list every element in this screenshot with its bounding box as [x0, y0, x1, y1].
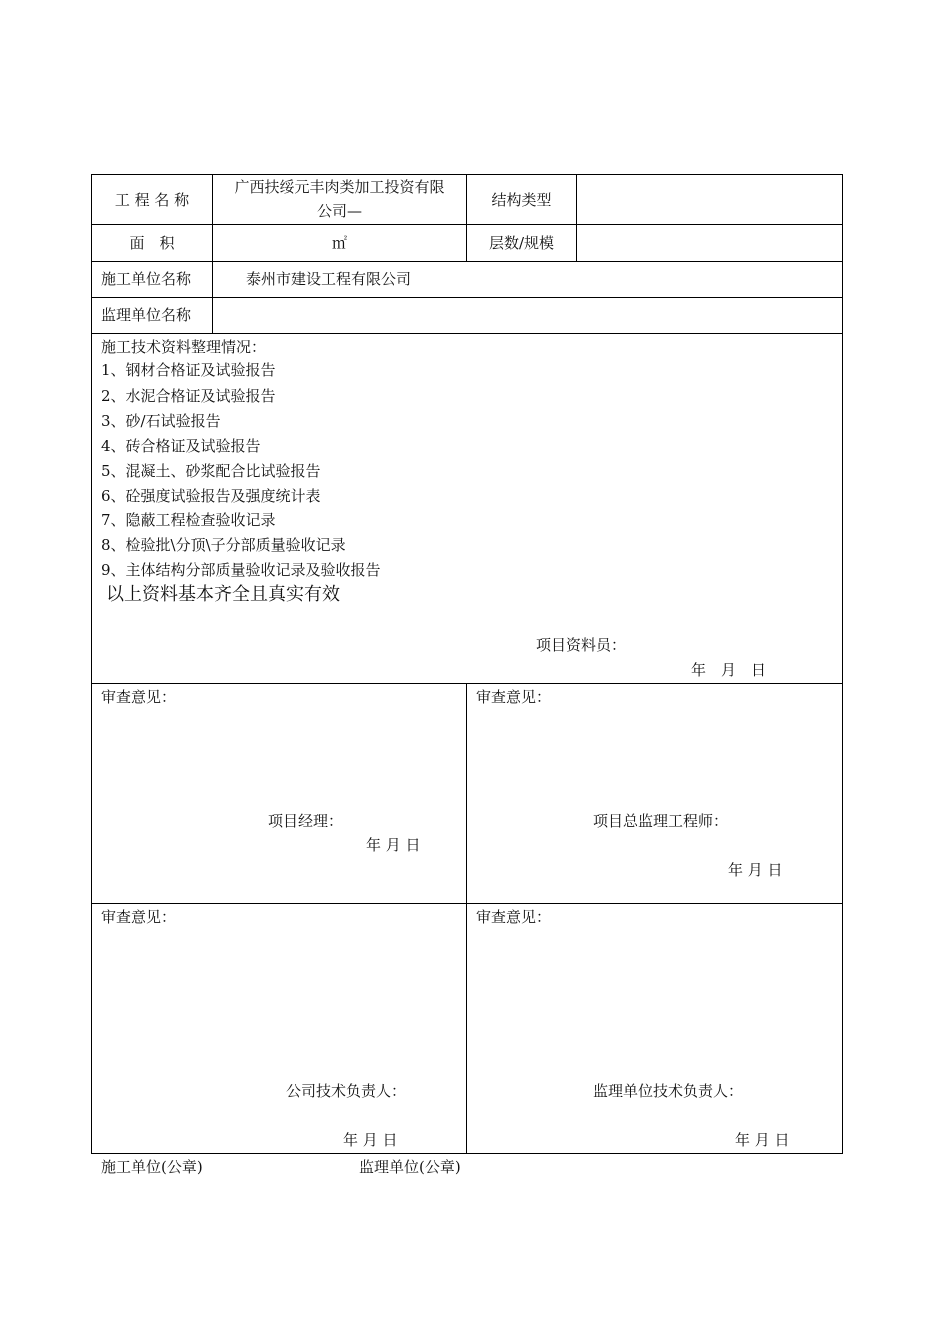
project-manager-label: 项目经理： [268, 812, 344, 830]
project-manager-date: 年 月 日 [366, 836, 421, 854]
supervision-tech-label: 监理单位技术负责人： [593, 1082, 744, 1100]
project-name-value-line2: 公司— [316, 202, 362, 220]
chief-supervisor-date: 年 月 日 [728, 861, 783, 879]
row-divider-4 [91, 333, 843, 334]
materials-item: 6、砼强度试验报告及强度统计表 [101, 487, 321, 505]
materials-item: 3、砂/石试验报告 [101, 412, 221, 430]
materials-item: 4、砖合格证及试验报告 [101, 437, 261, 455]
company-tech-date: 年 月 日 [343, 1131, 398, 1149]
review-opinion-label: 审查意见： [476, 688, 552, 706]
clerk-date: 年 月 日 [691, 661, 767, 679]
row-divider-6 [91, 903, 843, 904]
chief-supervisor-label: 项目总监理工程师： [593, 812, 729, 830]
materials-item: 8、检验批\分顶\子分部质量验收记录 [101, 536, 346, 554]
materials-item: 5、混凝土、砂浆配合比试验报告 [101, 462, 321, 480]
supervision-unit-seal: 监理单位(公章) [359, 1158, 461, 1176]
construction-unit-value[interactable]: 泰州市建设工程有限公司 [246, 270, 412, 288]
row-divider-3 [91, 297, 843, 298]
materials-title: 施工技术资料整理情况： [101, 338, 267, 356]
materials-item: 9、主体结构分部质量验收记录及验收报告 [101, 561, 381, 579]
review-column-divider [466, 683, 467, 1154]
construction-unit-label: 施工单位名称 [101, 270, 192, 288]
table-right-border [842, 174, 843, 1154]
floors-label: 层数/规模 [488, 234, 555, 252]
area-value[interactable]: ㎡ [331, 234, 347, 252]
type-column-divider [576, 174, 577, 262]
project-name-label: 工 程 名 称 [114, 191, 190, 209]
row-divider-1 [91, 224, 843, 225]
table-top-border [91, 174, 843, 175]
row-divider-2 [91, 261, 843, 262]
area-label: 面 积 [129, 234, 175, 252]
materials-item: 1、钢材合格证及试验报告 [101, 361, 276, 379]
label-column-divider [212, 174, 213, 334]
table-bottom-border [91, 1153, 843, 1154]
structure-type-label: 结构类型 [491, 191, 552, 209]
review-opinion-label: 审查意见： [476, 908, 552, 926]
company-tech-label: 公司技术负责人： [286, 1082, 407, 1100]
project-name-value-line1: 广西扶绥元丰肉类加工投资有限 [234, 178, 445, 196]
clerk-signature-label: 项目资料员： [536, 636, 627, 654]
table-left-border [91, 174, 92, 1154]
supervision-tech-date: 年 月 日 [735, 1131, 790, 1149]
review-opinion-label: 审查意见： [101, 688, 177, 706]
row-divider-5 [91, 683, 843, 684]
materials-item: 7、隐蔽工程检查验收记录 [101, 511, 276, 529]
materials-conclusion: 以上资料基本齐全且真实有效 [106, 584, 340, 605]
construction-unit-seal: 施工单位(公章) [101, 1158, 203, 1176]
supervision-unit-label: 监理单位名称 [101, 306, 192, 324]
materials-item: 2、水泥合格证及试验报告 [101, 387, 276, 405]
review-opinion-label: 审查意见： [101, 908, 177, 926]
